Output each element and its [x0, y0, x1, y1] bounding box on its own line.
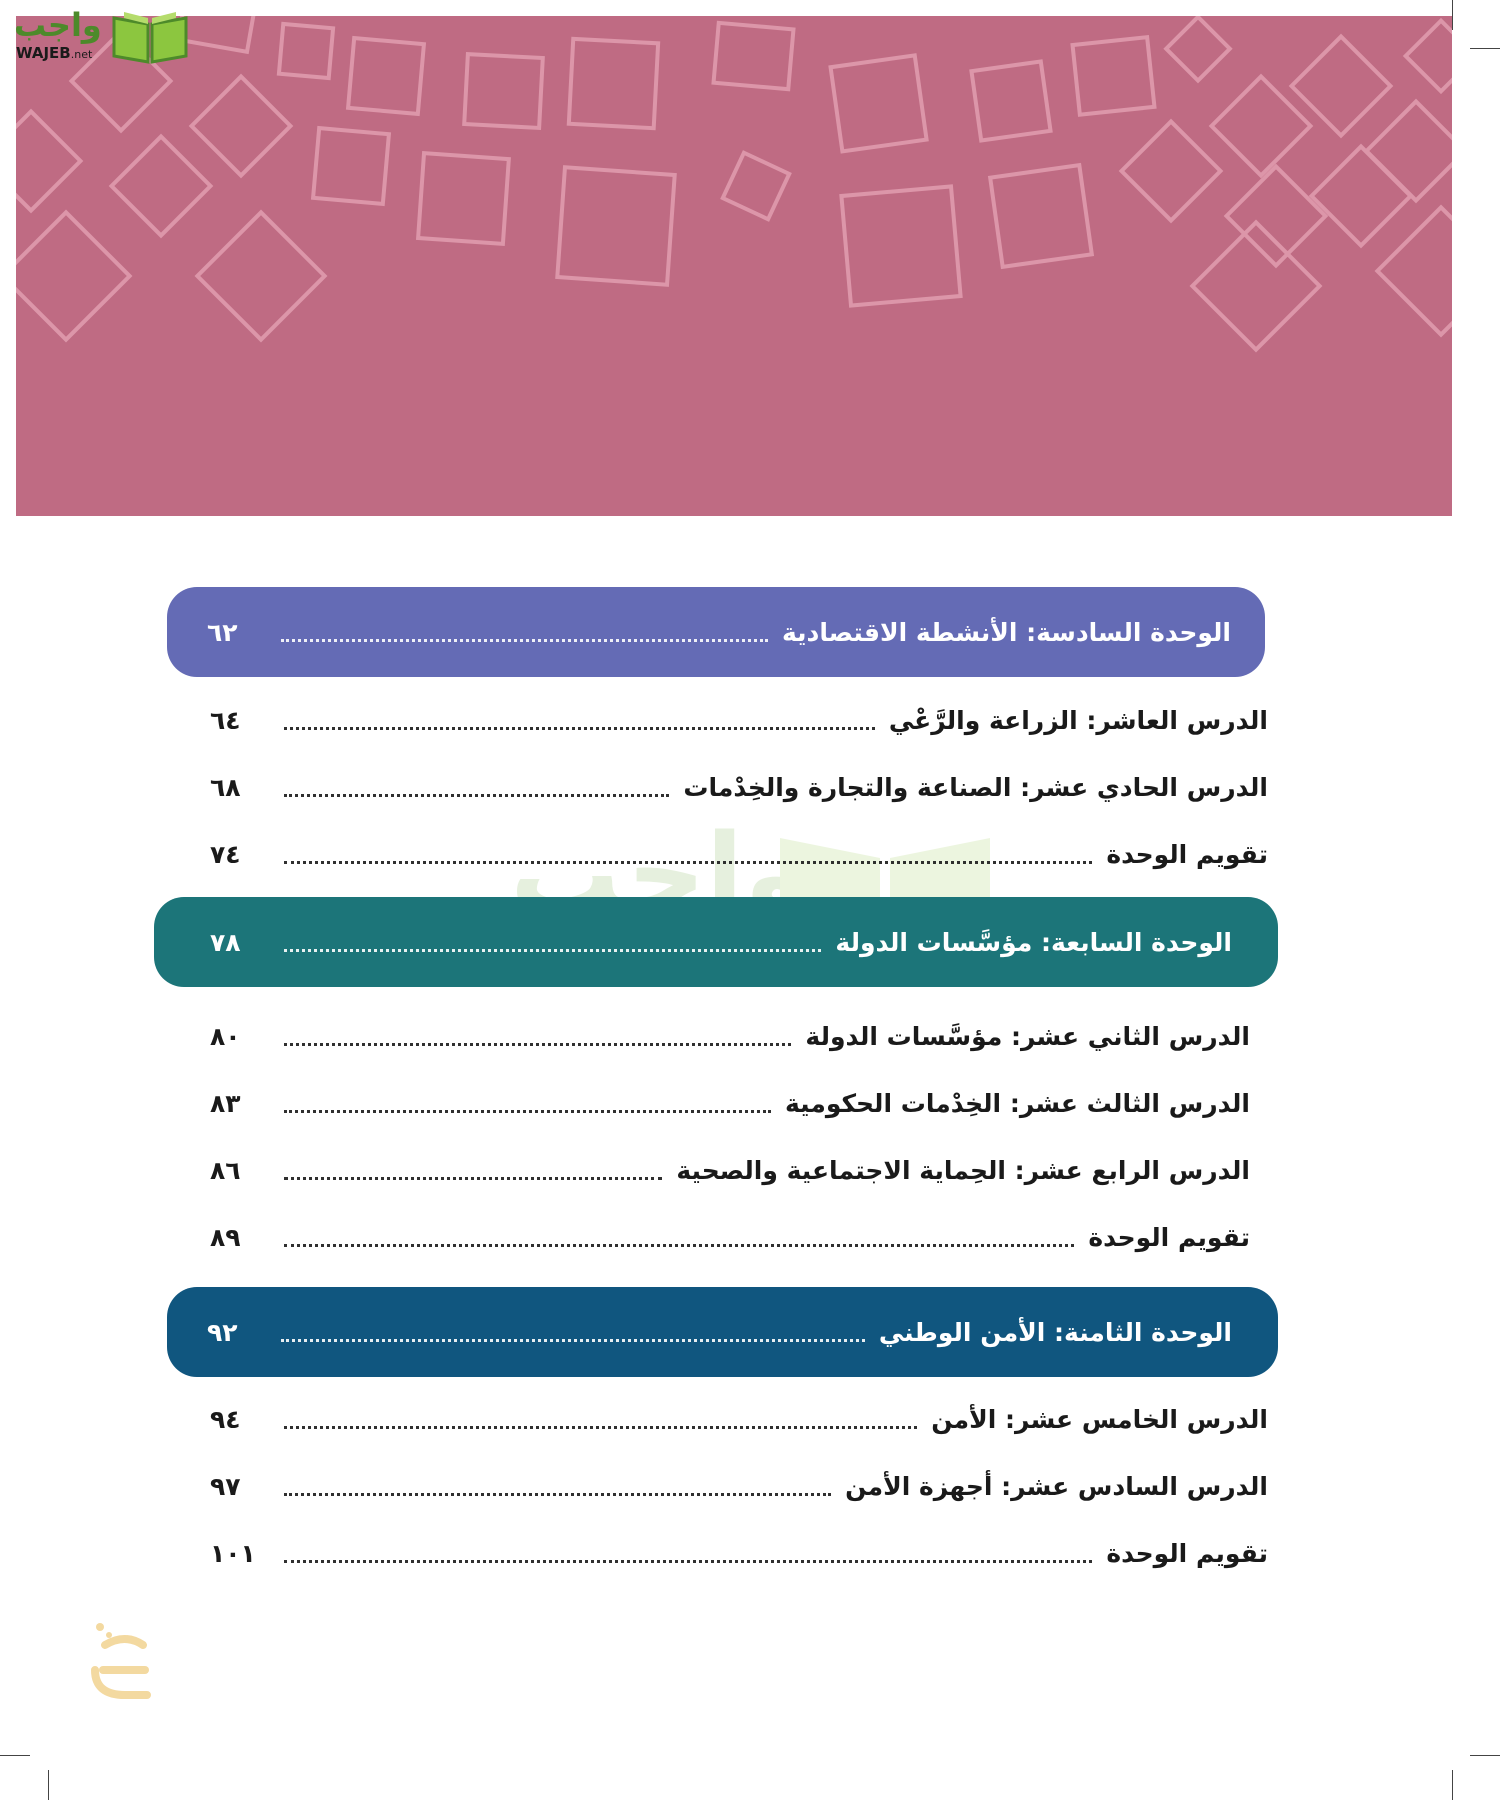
toc-entry[interactable]	[210, 1394, 1268, 1444]
toc-entry[interactable]	[210, 1011, 1250, 1061]
entry-title: تقويم الوحدة	[1106, 839, 1268, 869]
leader-dots	[284, 727, 875, 730]
leader-dots	[284, 861, 1092, 864]
page-number: ٩٤	[210, 1404, 241, 1434]
toc-entry[interactable]	[210, 1528, 1268, 1578]
page-number: ١٠١	[210, 1538, 256, 1568]
logo-arabic-text: واجب	[14, 6, 102, 44]
page-number: ٩٧	[210, 1471, 241, 1501]
logo-english-name: WAJEB	[16, 44, 71, 62]
unit-title: الوحدة السابعة: مؤسَّسات الدولة	[835, 927, 1232, 957]
unit-title: الوحدة الثامنة: الأمن الوطني	[878, 1317, 1232, 1347]
unit-6-header[interactable]	[167, 587, 1265, 677]
logo-english-suffix: .net	[70, 48, 93, 61]
unit-title: الوحدة السادسة: الأنشطة الاقتصادية	[782, 617, 1231, 647]
toc-entry[interactable]	[210, 1212, 1250, 1262]
entry-title: الدرس الخامس عشر: الأمن	[931, 1404, 1268, 1434]
page-number: ٨٦	[210, 1155, 241, 1185]
toc-entry[interactable]	[210, 762, 1268, 812]
toc-entry[interactable]	[210, 695, 1268, 745]
leader-dots	[284, 949, 821, 952]
page-number: ٦٢	[207, 617, 238, 647]
watermark-arabic: واجب	[510, 810, 812, 938]
toc-entry[interactable]	[210, 829, 1268, 879]
leader-dots	[284, 1426, 917, 1429]
page-number: ٦٤	[210, 705, 241, 735]
page-number: ٩٢	[207, 1317, 238, 1347]
page-number: ٨٠	[210, 1021, 241, 1051]
toc-entry[interactable]	[210, 1145, 1250, 1195]
leader-dots	[284, 1560, 1092, 1563]
entry-title: الدرس الثاني عشر: مؤسَّسات الدولة	[805, 1021, 1250, 1051]
leader-dots	[284, 1244, 1074, 1247]
entry-title: الدرس الحادي عشر: الصناعة والتجارة والخِدْمات	[683, 772, 1268, 802]
toc-entry[interactable]	[210, 1461, 1268, 1511]
entry-title: الدرس الثالث عشر: الخِدْمات الحكومية	[784, 1088, 1250, 1118]
leader-dots	[284, 1493, 831, 1496]
leader-dots	[284, 794, 669, 797]
unit-8-header[interactable]	[167, 1287, 1278, 1377]
unit-7-header[interactable]	[154, 897, 1278, 987]
leader-dots	[281, 1339, 865, 1342]
decorative-mark-icon	[85, 1615, 155, 1705]
leader-dots	[284, 1177, 662, 1180]
page-number: ٨٩	[210, 1222, 241, 1252]
entry-title: الدرس العاشر: الزراعة والرَّعْي	[888, 705, 1268, 735]
page-number: ٧٨	[210, 927, 241, 957]
entry-title: تقويم الوحدة	[1106, 1538, 1268, 1568]
leader-dots	[284, 1110, 771, 1113]
entry-title: الدرس السادس عشر: أجهزة الأمن	[845, 1471, 1268, 1501]
leader-dots	[284, 1043, 791, 1046]
page-number: ٦٨	[210, 772, 241, 802]
entry-title: الدرس الرابع عشر: الحِماية الاجتماعية والصحية	[676, 1155, 1250, 1185]
page-number: ٨٣	[210, 1088, 241, 1118]
leader-dots	[281, 639, 768, 642]
page-number: ٧٤	[210, 839, 241, 869]
entry-title: تقويم الوحدة	[1088, 1222, 1250, 1252]
toc-entry[interactable]	[210, 1078, 1250, 1128]
